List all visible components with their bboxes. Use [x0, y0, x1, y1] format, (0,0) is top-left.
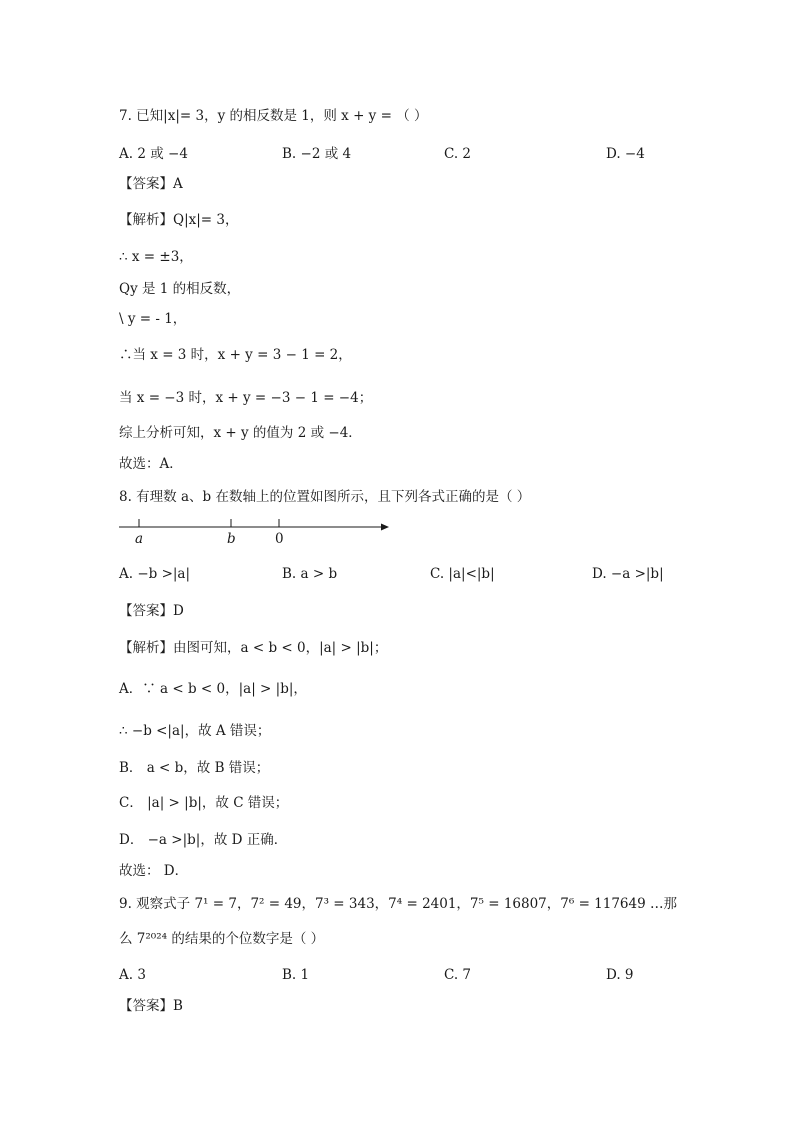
q8-option-d: D. −a >|b|: [592, 566, 664, 582]
q7-option-c: C. 2: [444, 146, 472, 162]
q9-option-d: D. 9: [606, 967, 634, 983]
question-9-stem-line1: 9. 观察式子 7¹ = 7，7² = 49，7³ = 343，7⁴ = 2401，7⁵ = 16807，7⁶ = 117649 …那: [119, 896, 677, 912]
q7-analysis-line: Qy 是 1 的相反数，: [119, 281, 241, 297]
q8-analysis-line: D． −a >|b|，故 D 正确．: [119, 832, 288, 848]
q8-analysis-line: A．∵ a < b < 0，|a| > |b|，: [119, 681, 307, 697]
q7-analysis-line: ∴ x = ±3，: [119, 249, 193, 265]
q8-analysis-line: C． |a| > |b|，故 C 错误；: [119, 795, 289, 811]
tick-label-zero: 0: [275, 531, 284, 547]
q9-option-c: C. 7: [444, 967, 472, 983]
q7-option-b: B. −2 或 4: [282, 146, 352, 162]
q7-answer: 【答案】A: [119, 176, 183, 192]
q8-answer: 【答案】D: [119, 603, 184, 619]
tick-label-a: a: [135, 531, 144, 547]
q9-option-b: B. 1: [282, 967, 310, 983]
q7-analysis-line: 故选：A．: [119, 456, 183, 472]
q8-analysis-line: B． a < b，故 B 错误；: [119, 760, 270, 776]
q8-option-a: A. −b >|a|: [119, 566, 191, 582]
q8-analysis-line: ∴ −b <|a|，故 A 错误；: [119, 723, 271, 739]
question-9-stem-line2: 么 7²⁰²⁴ 的结果的个位数字是（ ）: [119, 931, 325, 947]
q8-option-c: C. |a|<|b|: [430, 566, 495, 582]
axis-arrow: [381, 524, 389, 531]
q7-option-d: D. −4: [606, 146, 645, 162]
question-8-stem: 8. 有理数 a、b 在数轴上的位置如图所示，且下列各式正确的是（ ）: [119, 489, 531, 505]
q7-analysis-line: \ y = - 1，: [119, 311, 187, 327]
q8-analysis-line: 故选： D．: [119, 863, 189, 879]
q9-answer: 【答案】B: [119, 998, 183, 1014]
q7-analysis-line: 综上分析可知，x + y 的值为 2 或 −4．: [119, 425, 362, 441]
tick-label-b: b: [227, 531, 236, 547]
q7-option-a: A. 2 或 −4: [119, 146, 188, 162]
q7-analysis-line: 【解析】Q|x|= 3，: [119, 212, 239, 228]
question-7-stem: 7. 已知|x|= 3，y 的相反数是 1，则 x + y = （ ）: [119, 108, 428, 124]
q9-option-a: A. 3: [119, 967, 146, 983]
number-line-axis: [119, 514, 389, 534]
q8-analysis-line: 【解析】由图可知，a < b < 0，|a| > |b|；: [119, 640, 388, 656]
q8-option-b: B. a > b: [282, 566, 338, 582]
number-line-figure: [119, 514, 389, 550]
q7-analysis-line: ∴当 x = 3 时，x + y = 3 − 1 = 2，: [119, 347, 352, 363]
q7-analysis-line: 当 x = −3 时，x + y = −3 − 1 = −4；: [119, 390, 373, 406]
